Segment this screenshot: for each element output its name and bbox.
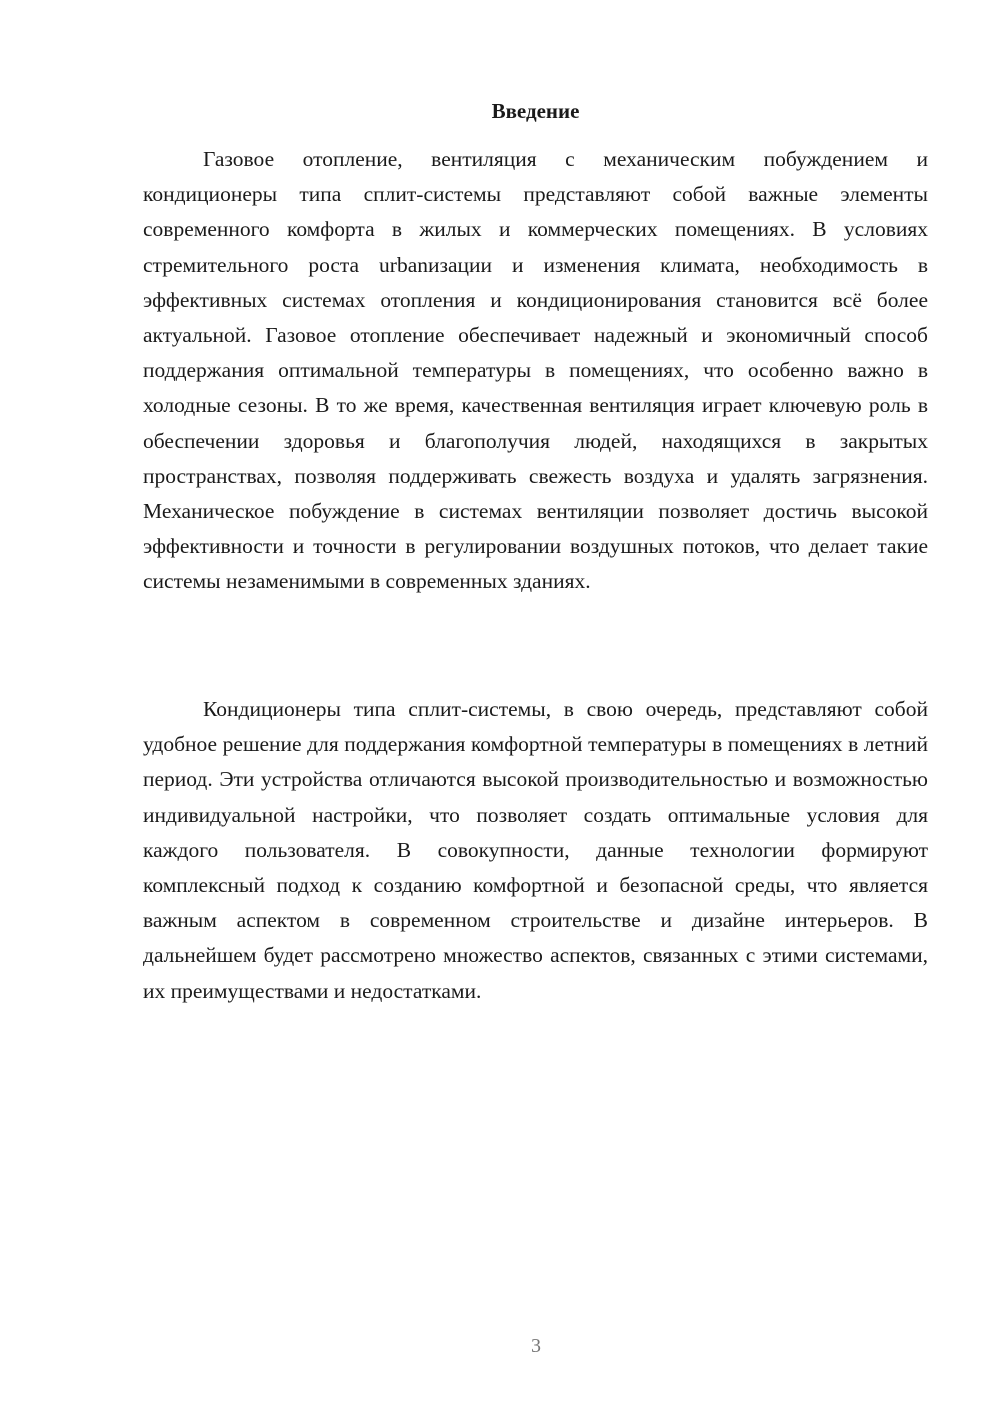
paragraph-split-systems: Кондиционеры типа сплит-системы, в свою очередь, представляют собой удобное решение для поддержания комфортной температуры в помещениях в летний период. Эти устройства отличаются высокой производительностью и возможностью индивидуальной настройки, что позволяет создать оптимальные условия для каждого пользователя. В совокупности, данные технологии формируют комплексный подход к созданию комфортной и безопасной среды, что является важным аспектом в современном строительстве и дизайне интерьеров. В дальнейшем будет рассмотрено множество аспектов, связанных с этими системами, их преимуществами и недостатками. <box>143 697 928 1003</box>
paragraph-introduction-heating: Газовое отопление, вентиляция с механическим побуждением и кондиционеры типа сплит-системы представляют собой важные элементы современного комфорта в жилых и коммерческих помещениях. В условиях стремительного роста urbanизации и изменения климата, необходимость в эффективных системах отопления и кондиционирования становится всё более актуальной. Газовое отопление обеспечивает надежный и экономичный способ поддержания оптимальной температуры в помещениях, что особенно важно в холодные сезоны. В то же время, качественная вентиляция играет ключевую роль в обеспечении здоровья и благополучия людей, находящихся в закрытых пространствах, позволяя поддерживать свежесть воздуха и удалять загрязнения. Механическое побуждение в системах вентиляции позволяет достичь высокой эффективности и точности в регулировании воздушных потоков, что делает такие системы незаменимыми в современных зданиях. <box>143 147 928 594</box>
page-number: 3 <box>531 1335 541 1357</box>
section-title: Введение <box>491 99 580 123</box>
